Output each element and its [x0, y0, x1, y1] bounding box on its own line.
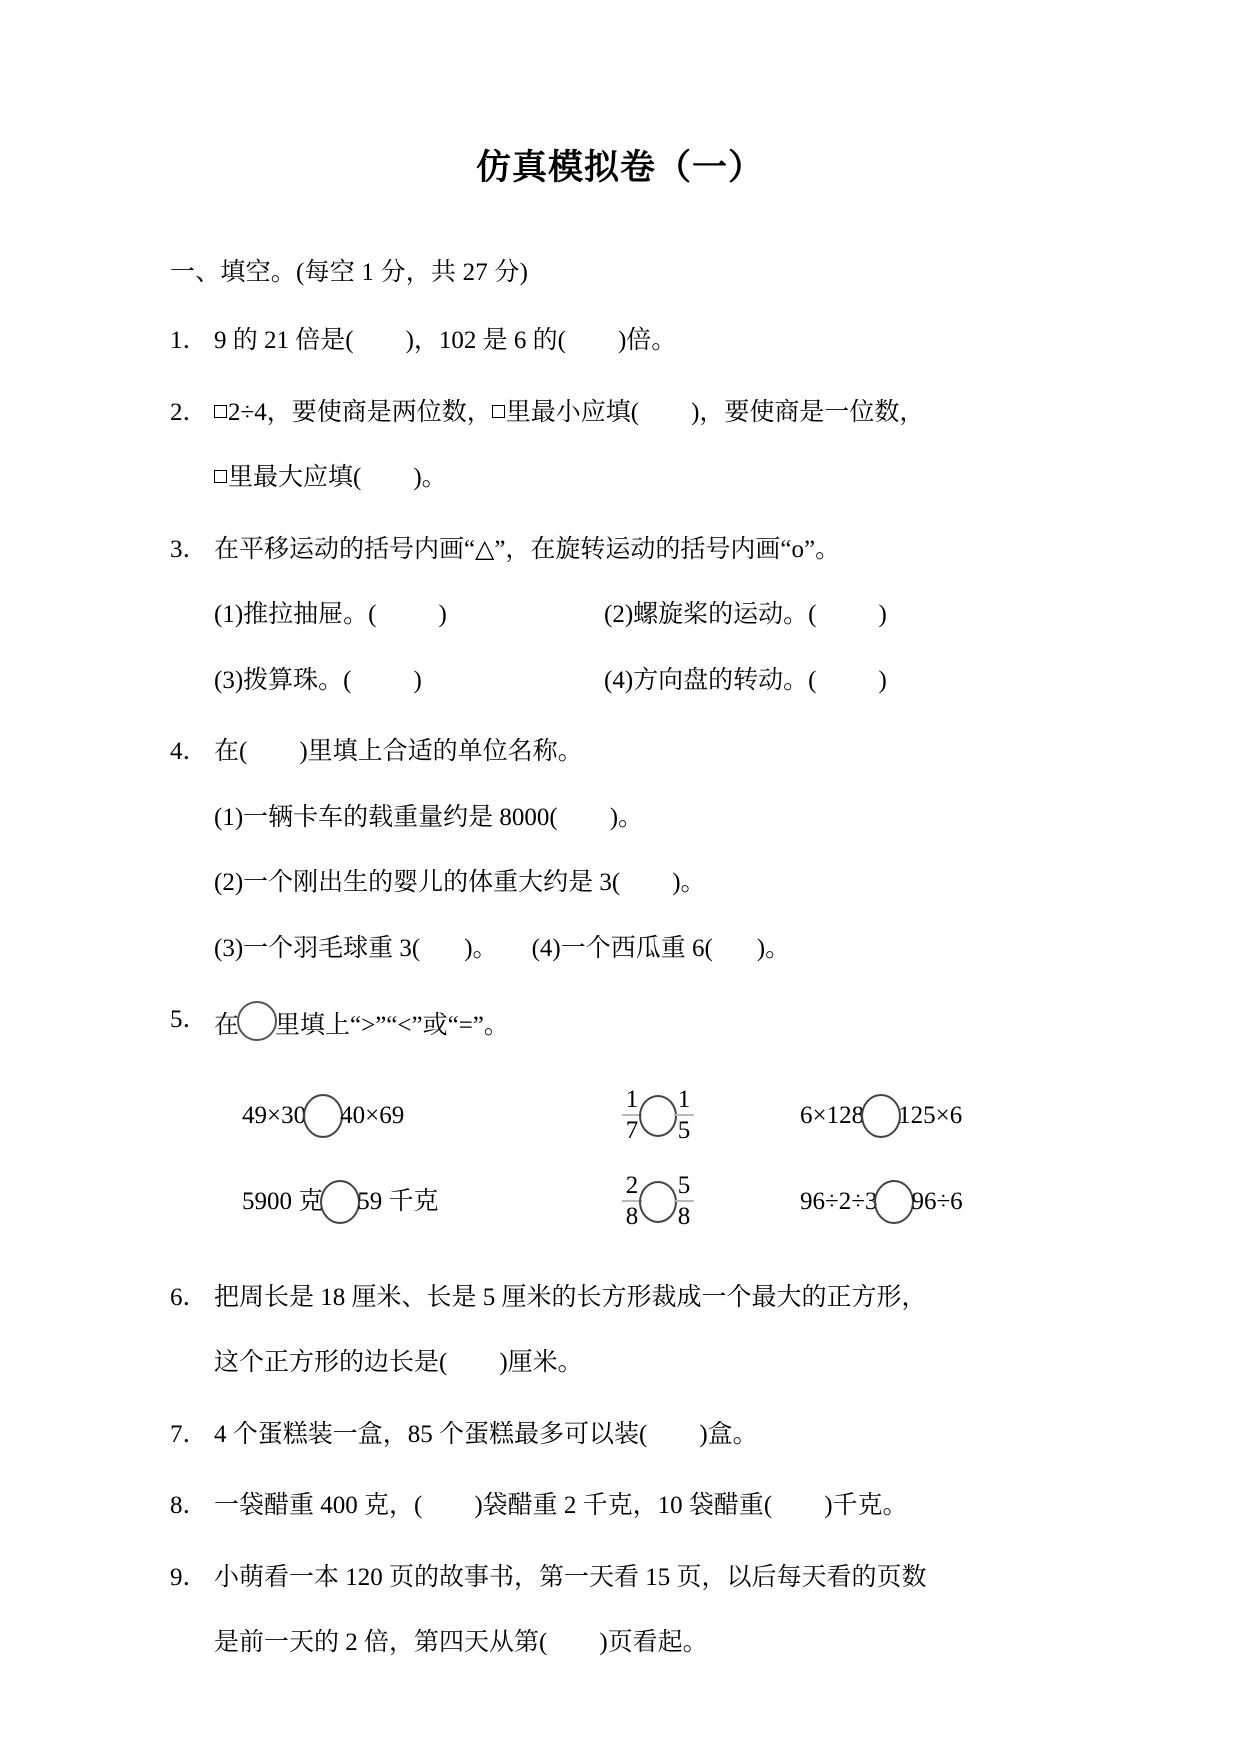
comparison-item — [214, 1180, 542, 1224]
question-6-number: 6． — [170, 1283, 208, 1311]
question-5-prompt-a: 在 — [214, 1012, 240, 1039]
question-3-item-4-label: (4)方向盘的转动。( — [604, 666, 817, 694]
question-8-number: 8． — [170, 1492, 208, 1519]
question-4-item-3-close: )。 — [464, 934, 498, 962]
question-1-text-c: )倍。 — [617, 327, 677, 354]
fraction-denominator: 8 — [625, 1202, 639, 1230]
circle-icon[interactable] — [874, 1180, 914, 1224]
question-7-number: 7． — [170, 1420, 208, 1448]
question-3-prompt: 在平移运动的括号内画“△”，在旋转运动的括号内画“o”。 — [214, 535, 841, 563]
fraction-right — [674, 1087, 694, 1144]
fraction-numerator: 1 — [677, 1086, 691, 1113]
question-9-line-1: 小萌看一本 120 页的故事书，第一天看 15 页，以后每天看的页数 — [214, 1563, 927, 1591]
square-box-icon — [214, 405, 227, 418]
question-4-item-1-label: (1)一辆卡车的载重量约是 8000( — [214, 803, 558, 831]
comparison-item — [774, 1094, 1080, 1138]
question-6 — [170, 1279, 1080, 1382]
question-1-text-a: 9 的 21 倍是( — [214, 327, 354, 354]
question-5-number: 5． — [170, 1006, 208, 1033]
question-3-item-4 — [604, 662, 1080, 700]
comparison-right: 96÷6 — [911, 1187, 963, 1215]
question-3-item-1-close: ) — [438, 601, 447, 628]
question-3-item-2-label: (2)螺旋桨的运动。( — [604, 601, 817, 628]
question-5-prompt-b: 里填上“>”“<”或“=”。 — [275, 1012, 509, 1039]
circle-icon[interactable] — [639, 1095, 677, 1137]
comparison-right: 40×69 — [340, 1101, 405, 1129]
question-7 — [170, 1416, 1080, 1454]
question-2-text-d: 里最大应填( — [228, 464, 362, 491]
question-4-item-3 — [214, 930, 498, 968]
square-box-icon — [214, 470, 227, 483]
question-1-text-b: )，102 是 6 的( — [405, 327, 566, 354]
fraction-denominator: 8 — [677, 1202, 691, 1230]
comparison-left: 96÷2÷3 — [800, 1187, 878, 1215]
fraction-denominator: 7 — [625, 1116, 639, 1144]
question-9-line-2-b: )页看起。 — [599, 1629, 708, 1656]
circle-icon[interactable] — [237, 1001, 277, 1041]
question-8 — [170, 1487, 1080, 1525]
question-4-prompt-a: 在( — [214, 738, 248, 765]
question-2 — [170, 394, 1080, 497]
question-9-line-2-a: 是前一天的 2 倍，第四天从第( — [214, 1629, 548, 1656]
question-1 — [170, 322, 1080, 360]
question-7-text-a: 4 个蛋糕装一盒，85 个蛋糕最多可以装( — [214, 1420, 648, 1448]
comparison-right: 125×6 — [898, 1101, 963, 1129]
question-6-line-1: 把周长是 18 厘米、长是 5 厘米的长方形裁成一个最大的正方形， — [214, 1283, 927, 1311]
question-3-number: 3． — [170, 535, 208, 563]
fraction-right — [674, 1173, 694, 1230]
section-heading-fill-in-blanks: 一、填空。(每空 1 分，共 27 分) — [170, 259, 529, 286]
question-4-item-1-close: )。 — [609, 803, 644, 831]
question-7-text-b: )盒。 — [699, 1420, 758, 1448]
question-4-item-2-close: )。 — [672, 869, 706, 896]
fraction-numerator: 5 — [677, 1172, 691, 1199]
question-1-number: 1． — [170, 327, 208, 354]
fraction-denominator: 5 — [677, 1116, 691, 1144]
question-2-text-a: 2÷4，要使商是两位数， — [228, 398, 492, 426]
question-8-text-b: )袋醋重 2 千克，10 袋醋重( — [474, 1492, 773, 1519]
question-3 — [170, 531, 1080, 700]
comparison-row — [214, 1073, 1080, 1159]
page-title: 仿真模拟卷（一） — [475, 148, 764, 188]
comparison-item — [774, 1180, 1080, 1224]
comparison-left: 6×128 — [800, 1101, 865, 1129]
question-3-item-3 — [214, 662, 604, 700]
circle-icon[interactable] — [861, 1094, 901, 1138]
question-9-number: 9． — [170, 1563, 208, 1591]
question-3-item-3-label: (3)拨算珠。( — [214, 666, 352, 694]
question-4-number: 4． — [170, 738, 208, 765]
question-3-item-2-close: ) — [878, 601, 887, 628]
comparison-left: 49×30 — [242, 1101, 307, 1129]
question-3-item-2 — [604, 596, 1080, 634]
exam-body — [0, 252, 1240, 1662]
question-4 — [170, 733, 1080, 967]
comparison-right: 59 千克 — [357, 1187, 439, 1215]
fraction-numerator: 1 — [625, 1086, 639, 1113]
circle-icon[interactable] — [303, 1094, 343, 1138]
question-3-item-1-label: (1)推拉抽屉。( — [214, 601, 377, 628]
question-4-item-3-label: (3)一个羽毛球重 3( — [214, 934, 421, 962]
fraction-bar — [674, 1200, 694, 1202]
question-3-item-4-close: ) — [878, 666, 887, 694]
question-2-text-b: 里最小应填( — [505, 398, 640, 426]
question-4-item-4-label: (4)一个西瓜重 6( — [531, 934, 713, 962]
circle-icon[interactable] — [639, 1181, 677, 1223]
comparison-row — [214, 1159, 1080, 1245]
question-4-item-2 — [214, 864, 1080, 902]
question-3-item-3-close: ) — [413, 666, 422, 694]
question-6-line-2-b: )厘米。 — [499, 1349, 583, 1376]
question-3-item-1 — [214, 596, 604, 634]
question-4-item-2-label: (2)一个刚出生的婴儿的体重大约是 3( — [214, 869, 621, 896]
comparison-item — [214, 1094, 542, 1138]
question-6-line-2-a: 这个正方形的边长是( — [214, 1349, 448, 1376]
comparison-item — [542, 1087, 774, 1144]
question-4-item-1 — [214, 799, 1080, 837]
question-2-text-e: )。 — [413, 464, 447, 491]
question-4-item-4 — [532, 930, 791, 968]
fraction-bar — [674, 1114, 694, 1116]
fraction-numerator: 2 — [625, 1172, 639, 1199]
question-2-number: 2． — [170, 398, 208, 426]
circle-icon[interactable] — [320, 1180, 360, 1224]
square-box-icon — [492, 405, 505, 418]
question-8-text-a: 一袋醋重 400 克，( — [214, 1492, 423, 1519]
comparison-left: 5900 克 — [242, 1187, 324, 1215]
question-5 — [170, 1001, 1080, 1245]
question-4-item-4-close: )。 — [756, 934, 791, 962]
question-4-prompt-b: )里填上合适的单位名称。 — [299, 738, 583, 765]
question-5-comparison-table — [214, 1073, 1080, 1245]
question-2-text-c: )，要使商是一位数， — [691, 398, 925, 426]
comparison-item — [542, 1173, 774, 1230]
question-8-text-c: )千克。 — [824, 1492, 908, 1519]
question-9 — [170, 1559, 1080, 1662]
